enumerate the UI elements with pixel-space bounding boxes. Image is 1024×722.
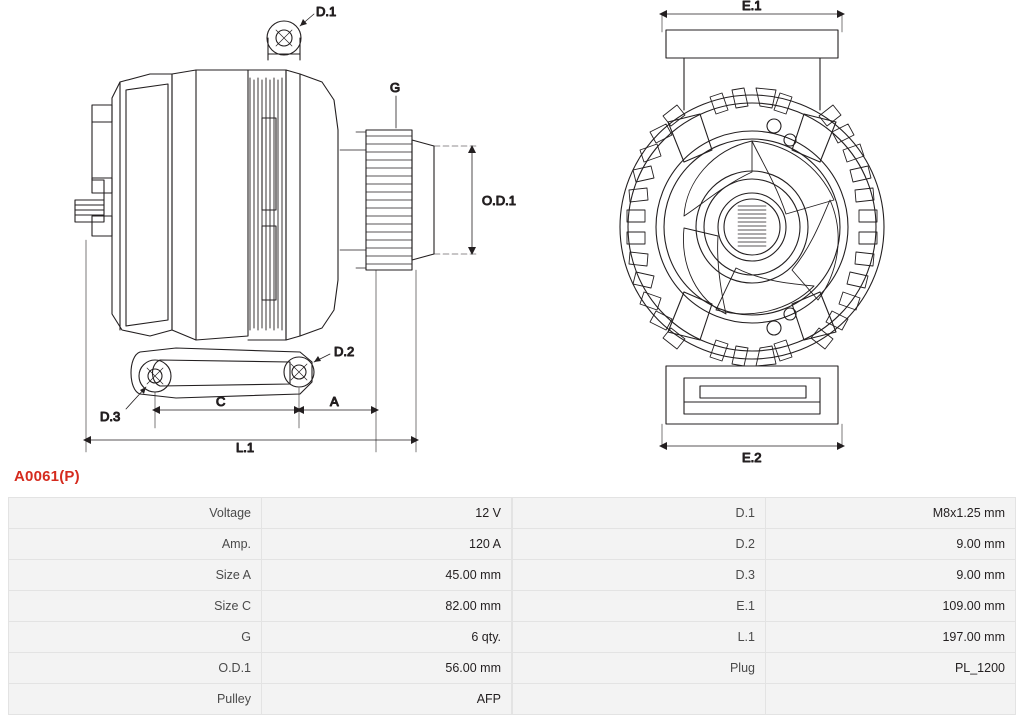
label-od1: O.D.1 (482, 193, 516, 208)
spec-value-empty (766, 684, 1016, 715)
spec-value: PL_1200 (766, 653, 1016, 684)
label-d2: D.2 (334, 344, 355, 359)
table-row (513, 653, 1016, 684)
spec-value: M8x1.25 mm (766, 498, 1016, 529)
table-row (9, 653, 512, 684)
spec-key: L.1 (513, 622, 766, 653)
spec-key-empty (513, 684, 766, 715)
spec-value: 12 V (262, 498, 512, 529)
label-e2: E.2 (742, 450, 762, 465)
label-g: G (390, 80, 401, 95)
label-d1: D.1 (316, 4, 337, 19)
table-row (513, 591, 1016, 622)
table-row (9, 560, 512, 591)
label-d3: D.3 (100, 409, 121, 424)
spec-value: 9.00 mm (766, 560, 1016, 591)
label-c: C (216, 394, 226, 409)
front-view-group (620, 0, 884, 465)
table-row (513, 529, 1016, 560)
label-a: A (330, 394, 339, 409)
spec-key: Size A (9, 560, 262, 591)
spec-key: D.3 (513, 560, 766, 591)
spec-key: E.1 (513, 591, 766, 622)
spec-value: 82.00 mm (262, 591, 512, 622)
spec-value: 120 A (262, 529, 512, 560)
spec-value: 197.00 mm (766, 622, 1016, 653)
table-row (9, 529, 512, 560)
spec-key: Amp. (9, 529, 262, 560)
part-code: A0061(P) (14, 468, 80, 485)
table-row (9, 622, 512, 653)
table-row (9, 591, 512, 622)
spec-value: 9.00 mm (766, 529, 1016, 560)
spec-table-right (512, 497, 1016, 715)
spec-key: G (9, 622, 262, 653)
spec-key: Voltage (9, 498, 262, 529)
spec-value: AFP (262, 684, 512, 715)
spec-value: 109.00 mm (766, 591, 1016, 622)
spec-value: 45.00 mm (262, 560, 512, 591)
side-view-group (75, 4, 516, 455)
table-row (9, 498, 512, 529)
specification-tables (8, 497, 1016, 715)
table-row (513, 622, 1016, 653)
table-row (513, 498, 1016, 529)
table-row (513, 684, 1016, 715)
label-l1: L.1 (236, 440, 255, 455)
spec-key: D.2 (513, 529, 766, 560)
label-e1: E.1 (742, 0, 762, 13)
table-row (513, 560, 1016, 591)
table-row (9, 684, 512, 715)
spec-key: Pulley (9, 684, 262, 715)
spec-value: 56.00 mm (262, 653, 512, 684)
spec-key: O.D.1 (9, 653, 262, 684)
spec-key: Size C (9, 591, 262, 622)
spec-table-left (8, 497, 512, 715)
spec-value: 6 qty. (262, 622, 512, 653)
spec-key: Plug (513, 653, 766, 684)
spec-key: D.1 (513, 498, 766, 529)
